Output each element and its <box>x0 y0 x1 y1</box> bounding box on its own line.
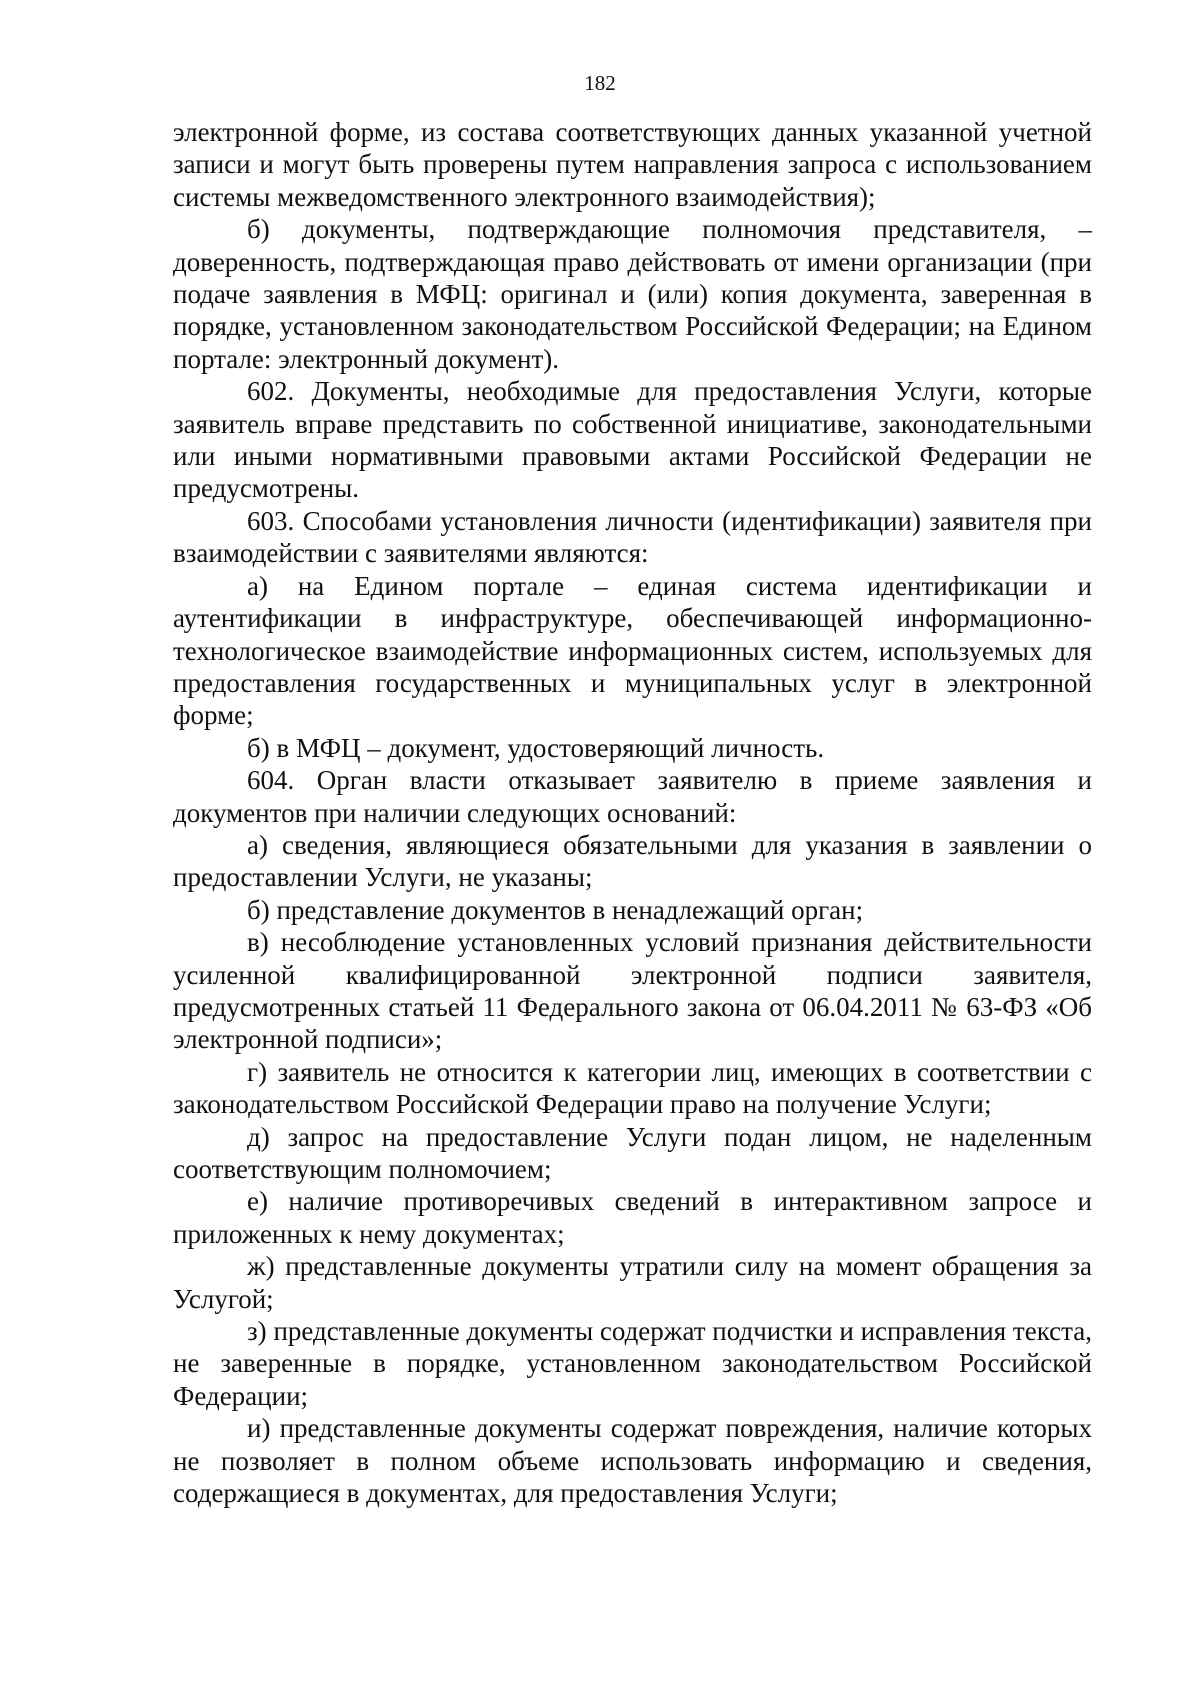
paragraph-603-a: а) на Едином портале – единая система идентификации и аутентификации в инфраструктуре, обеспечивающей информационно-технологическое взаимодействие информационных систем, используемых для предоставления государственных и муниципальных услуг в электронной форме; <box>173 570 1092 731</box>
paragraph-604-d: д) запрос на предоставление Услуги подан лицом, не наделенным соответствующим полномочием; <box>173 1121 1092 1184</box>
document-body <box>173 116 1092 1509</box>
paragraph-604: 604. Орган власти отказывает заявителю в приеме заявления и документов при наличии следующих оснований: <box>173 765 1092 828</box>
paragraph-604-i: и) представленные документы содержат повреждения, наличие которых не позволяет в полном объеме использовать информацию и сведения, содержащиеся в документах, для предоставления Услуги; <box>173 1413 1092 1509</box>
paragraph-604-b: б) представление документов в ненадлежащий орган; <box>247 894 864 925</box>
paragraph-604-a: а) сведения, являющиеся обязательными для указания в заявлении о предоставлении Услуги, не указаны; <box>173 829 1092 893</box>
paragraph-604-g: г) заявитель не относится к категории лиц, имеющих в соответствии с законодательством Российской Федерации право на получение Услуги; <box>173 1056 1092 1120</box>
paragraph-603: 603. Способами установления личности (идентификации) заявителя при взаимодействии с заявителями являются: <box>173 505 1092 569</box>
paragraph-603-b: б) в МФЦ – документ, удостоверяющий личность. <box>247 732 825 763</box>
page-number: 182 <box>584 71 616 95</box>
paragraph-604-v: в) несоблюдение установленных условий признания действительности усиленной квалифицированной электронной подписи заявителя, предусмотренных статьей 11 Федерального закона от 06.04.2011 № 63-ФЗ «Об электронной подписи»; <box>173 927 1092 1055</box>
paragraph-602: 602. Документы, необходимые для предоставления Услуги, которые заявитель вправе представить по собственной инициативе, законодательными или иными нормативными правовыми актами Российской Федерации не предусмотрены. <box>173 376 1092 504</box>
paragraph-representative-documents: б) документы, подтверждающие полномочия представителя, – доверенность, подтверждающая право действовать от имени организации (при подаче заявления в МФЦ: оригинал и (или) копия документа, заверенная в порядке, установленном законодательством Российской Федерации; на Едином портале: электронный документ). <box>173 214 1092 374</box>
paragraph-account-data-continuation: электронной форме, из состава соответствующих данных указанной учетной записи и могут быть проверены путем направления запроса с использованием системы межведомственного электронного взаимодействия); <box>173 117 1092 212</box>
paragraph-604-e: е) наличие противоречивых сведений в интерактивном запросе и приложенных к нему документах; <box>173 1186 1092 1249</box>
paragraph-604-zh: ж) представленные документы утратили силу на момент обращения за Услугой; <box>173 1251 1092 1314</box>
paragraph-604-z: з) представленные документы содержат подчистки и исправления текста, не заверенные в порядке, установленном законодательством Российской Федерации; <box>173 1316 1092 1411</box>
